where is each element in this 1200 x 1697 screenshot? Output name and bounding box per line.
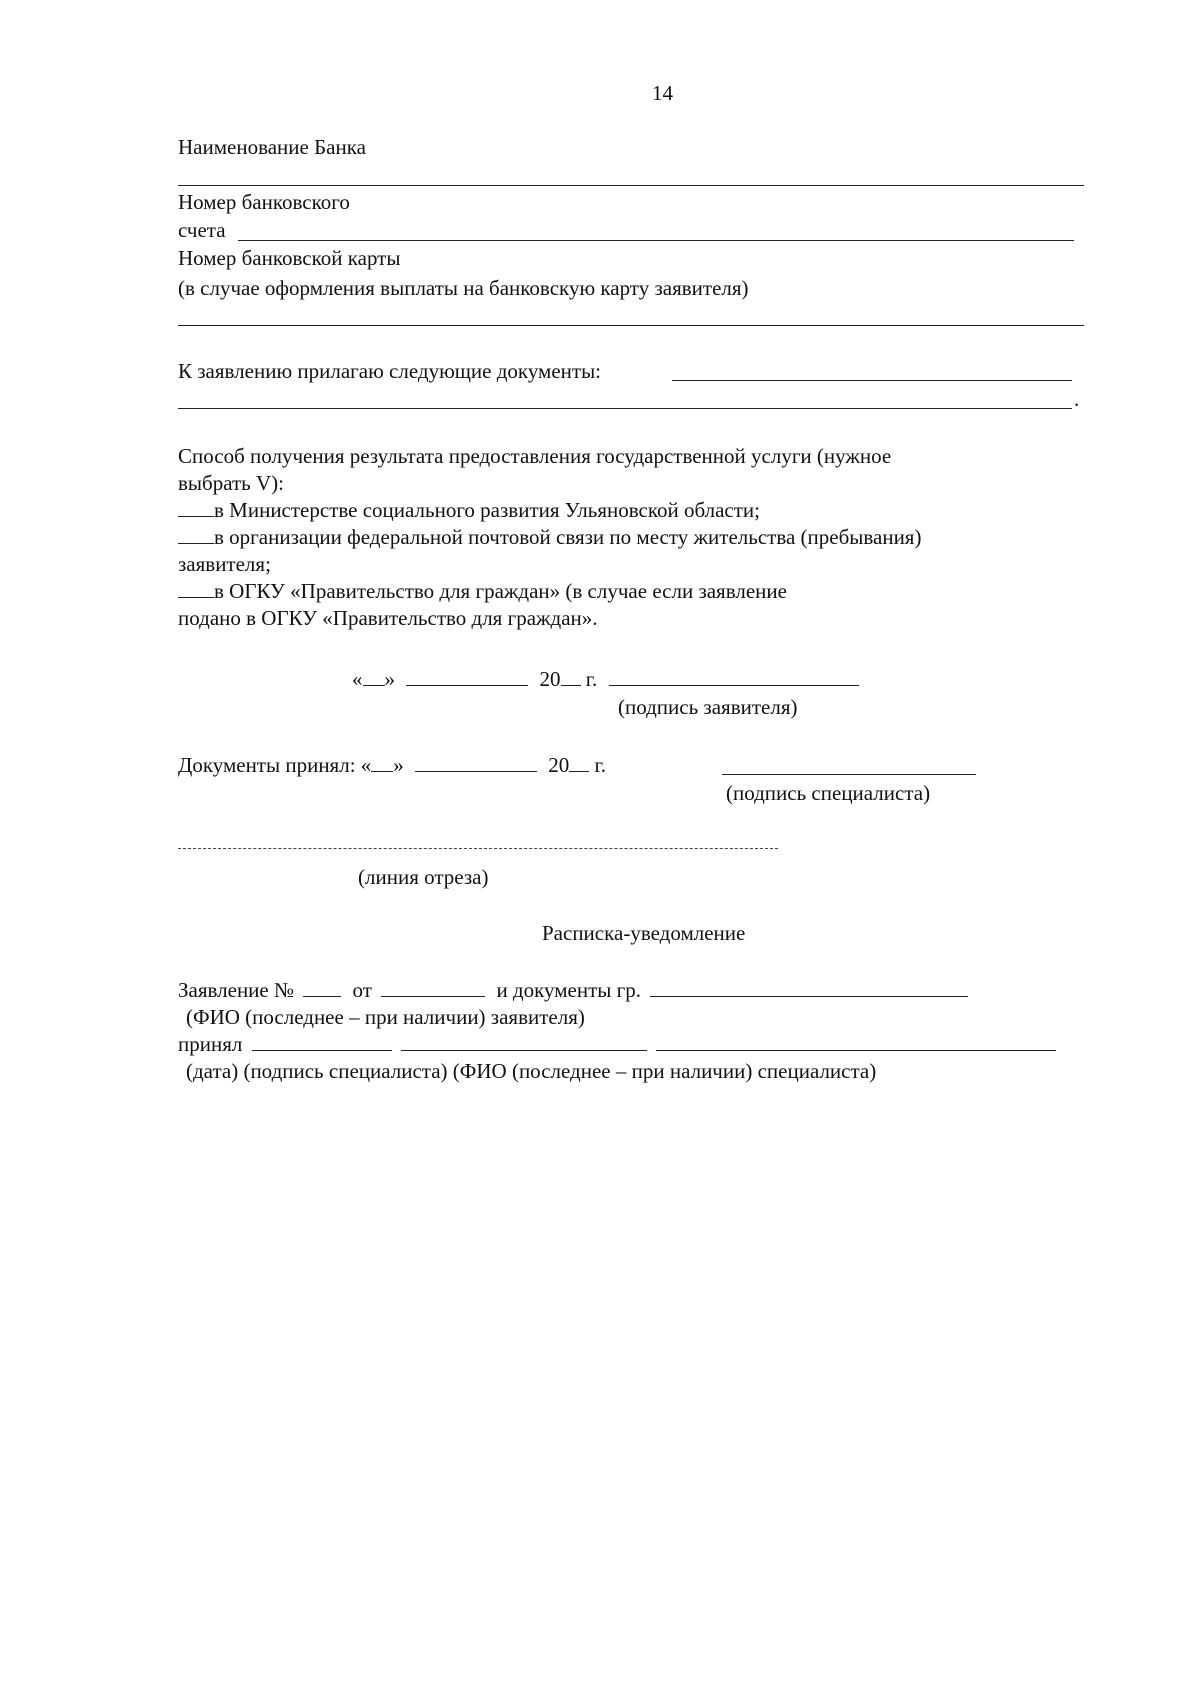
receipt-accepted-date-blank[interactable] — [252, 1032, 392, 1051]
method-option-3 — [178, 578, 787, 604]
receipt-from-label: от — [352, 978, 372, 1002]
applicant-signature-caption: (подпись заявителя) — [618, 695, 798, 719]
receipt-number-blank[interactable] — [303, 978, 341, 997]
method-option-3-text: в ОГКУ «Правительство для граждан» (в случае если заявление — [214, 579, 787, 603]
receipt-title: Расписка-уведомление — [542, 921, 746, 945]
accepted-year-suffix: г. — [594, 753, 607, 777]
bank-account-label-1: Номер банковского — [178, 190, 350, 214]
method-intro-line-1: Способ получения результата предоставления государственной услуги (нужное — [178, 444, 892, 468]
bank-card-label: Номер банковской карты — [178, 246, 401, 270]
applicant-date-row — [352, 666, 859, 692]
applicant-day-blank[interactable] — [363, 667, 385, 686]
bank-account-label-2: счета — [178, 218, 226, 242]
accepted-label: Документы принял: « — [178, 753, 372, 777]
attachments-line-2 — [178, 408, 1072, 409]
accepted-year-blank[interactable] — [569, 753, 589, 772]
attachments-label: К заявлению прилагаю следующие документы: — [178, 359, 602, 383]
receipt-bottom-caption: (дата) (подпись специалиста) (ФИО (последнее – при наличии) специалиста) — [186, 1059, 877, 1083]
accepted-quote-close: » — [393, 753, 404, 777]
checkbox-blank-2[interactable] — [178, 525, 214, 544]
receipt-accepted-row — [178, 1031, 1056, 1057]
applicant-year-blank[interactable] — [561, 667, 581, 686]
accepted-year-prefix: 20 — [548, 753, 570, 777]
accepted-date-row — [178, 752, 606, 778]
attachments-line-1 — [672, 380, 1072, 381]
receipt-docs-label: и документы гр. — [496, 978, 641, 1002]
checkbox-blank-1[interactable] — [178, 498, 214, 517]
accepted-signature-caption: (подпись специалиста) — [726, 781, 931, 805]
page-number: 14 — [652, 81, 673, 105]
receipt-date-blank[interactable] — [381, 978, 485, 997]
method-intro-line-2: выбрать V): — [178, 471, 284, 495]
receipt-fio-caption: (ФИО (последнее – при наличии) заявителя) — [186, 1005, 585, 1029]
receipt-fio-blank[interactable] — [650, 978, 968, 997]
method-option-2-text: в организации федеральной почтовой связи по месту жительства (пребывания) — [214, 525, 922, 549]
accepted-signature-line — [722, 774, 976, 775]
applicant-month-blank[interactable] — [406, 667, 528, 686]
method-option-2-line-2: заявителя; — [178, 552, 271, 576]
checkbox-blank-3[interactable] — [178, 579, 214, 598]
receipt-accepted-label: принял — [178, 1032, 243, 1056]
bank-card-line — [178, 325, 1084, 326]
receipt-statement-row — [178, 977, 968, 1003]
method-option-3-line-2: подано в ОГКУ «Правительство для граждан». — [178, 606, 598, 630]
bank-name-label: Наименование Банка — [178, 135, 366, 159]
bank-name-line — [178, 185, 1084, 186]
applicant-year-suffix: г. — [585, 667, 598, 691]
receipt-statement-label: Заявление № — [178, 978, 295, 1002]
accepted-day-blank[interactable] — [371, 753, 393, 772]
cut-line — [178, 848, 778, 849]
cut-line-caption: (линия отреза) — [358, 865, 489, 889]
applicant-signature-blank[interactable] — [609, 667, 859, 686]
bank-card-note: (в случае оформления выплаты на банковскую карту заявителя) — [178, 276, 749, 300]
applicant-quote-close: » — [384, 667, 395, 691]
method-option-1 — [178, 497, 760, 523]
receipt-accepted-signature-blank[interactable] — [401, 1032, 647, 1051]
applicant-quote-open: « — [352, 667, 363, 691]
accepted-month-blank[interactable] — [415, 753, 537, 772]
receipt-accepted-fio-blank[interactable] — [656, 1032, 1056, 1051]
applicant-year-prefix: 20 — [539, 667, 561, 691]
attachments-end-mark: . — [1074, 387, 1080, 411]
bank-account-line — [238, 240, 1074, 241]
method-option-1-text: в Министерстве социального развития Ульяновской области; — [214, 498, 760, 522]
method-option-2 — [178, 524, 921, 550]
